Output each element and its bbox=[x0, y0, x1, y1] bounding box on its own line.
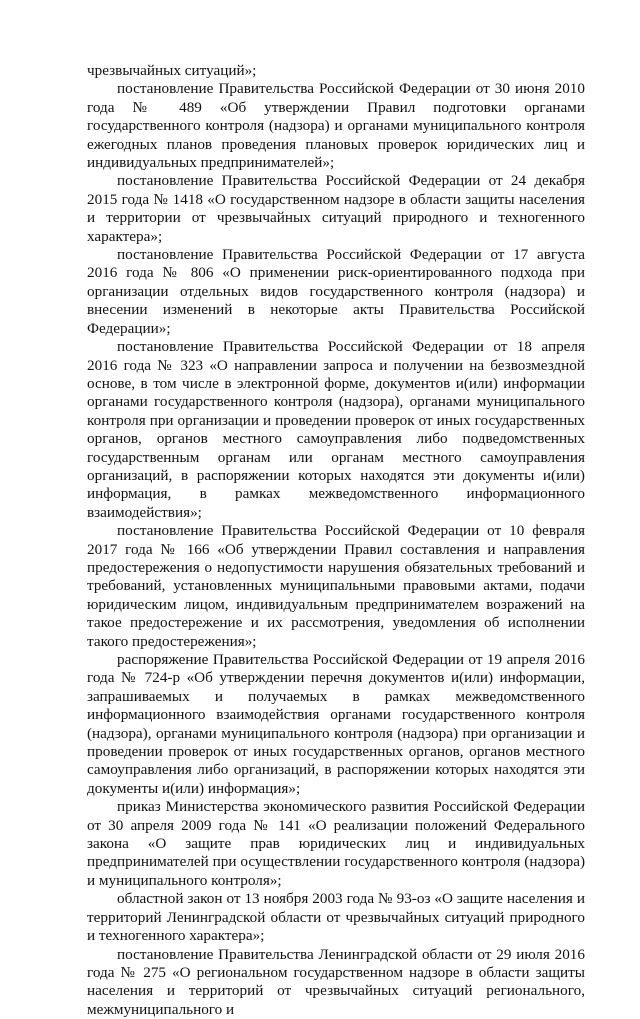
paragraph-decree-275: постановление Правительства Ленинградской области от 29 июля 2016 года № 275 «О региональном государственном надзоре в области защиты населения и территорий от чрезвычайных ситуаций регионального, межмуниципального и bbox=[87, 946, 585, 1019]
paragraph-order-724r: распоряжение Правительства Российской Федерации от 19 апреля 2016 года № 724-р «Об утверждении перечня документов и(или) информации, запрашиваемых и получаемых в рамках межведомственного информационного взаимодействия органами государственного контроля (надзора), органами муниципального контроля (надзора) при организации и проведении проверок от иных государственных органов, органов местного самоуправления либо организаций, в распоряжении которых находятся эти документы и(или) информация»; bbox=[87, 651, 585, 798]
paragraph-decree-806: постановление Правительства Российской Федерации от 17 августа 2016 года № 806 «О применении риск-ориентированного подхода при организации отдельных видов государственного контроля (надзора) и внесении изменений в некоторые акты Правительства Российской Федерации»; bbox=[87, 246, 585, 338]
paragraph-continuation: чрезвычайных ситуаций»; bbox=[87, 62, 585, 80]
paragraph-regional-law-93oz: областной закон от 13 ноября 2003 года № 93-оз «О защите населения и территорий Ленинградской области от чрезвычайных ситуаций природного и техногенного характера»; bbox=[87, 890, 585, 945]
paragraph-decree-1418: постановление Правительства Российской Федерации от 24 декабря 2015 года № 1418 «О государственном надзоре в области защиты населения и территории от чрезвычайных ситуаций природного и техногенного характера»; bbox=[87, 172, 585, 246]
document-page bbox=[87, 62, 585, 1019]
paragraph-decree-489: постановление Правительства Российской Федерации от 30 июня 2010 года № 489 «Об утверждении Правил подготовки органами государственного контроля (надзора) и органами муниципального контроля ежегодных планов проведения плановых проверок юридических лиц и индивидуальных предпринимателей»; bbox=[87, 80, 585, 172]
paragraph-decree-166: постановление Правительства Российской Федерации от 10 февраля 2017 года № 166 «Об утверждении Правил составления и направления предостережения о недопустимости нарушения обязательных требований и требований, установленных муниципальными правовыми актами, подачи юридическим лицом, индивидуальным предпринимателем возражений на такое предостережение и их рассмотрения, уведомления об исполнении такого предостережения»; bbox=[87, 522, 585, 651]
paragraph-order-141: приказ Министерства экономического развития Российской Федерации от 30 апреля 2009 года № 141 «О реализации положений Федерального закона «О защите прав юридических лиц и индивидуальных предпринимателей при осуществлении государственного контроля (надзора) и муниципального контроля»; bbox=[87, 798, 585, 890]
paragraph-decree-323: постановление Правительства Российской Федерации от 18 апреля 2016 года № 323 «О направлении запроса и получении на безвозмездной основе, в том числе в электронной форме, документов и(или) информации органами государственного контроля (надзора), органами муниципального контроля при организации и проведении проверок от иных государственных органов, органов местного самоуправления либо подведомственных государственным органам или органам местного самоуправления организаций, в распоряжении которых находятся эти документы и(или) информация, в рамках межведомственного информационного взаимодействия»; bbox=[87, 338, 585, 522]
